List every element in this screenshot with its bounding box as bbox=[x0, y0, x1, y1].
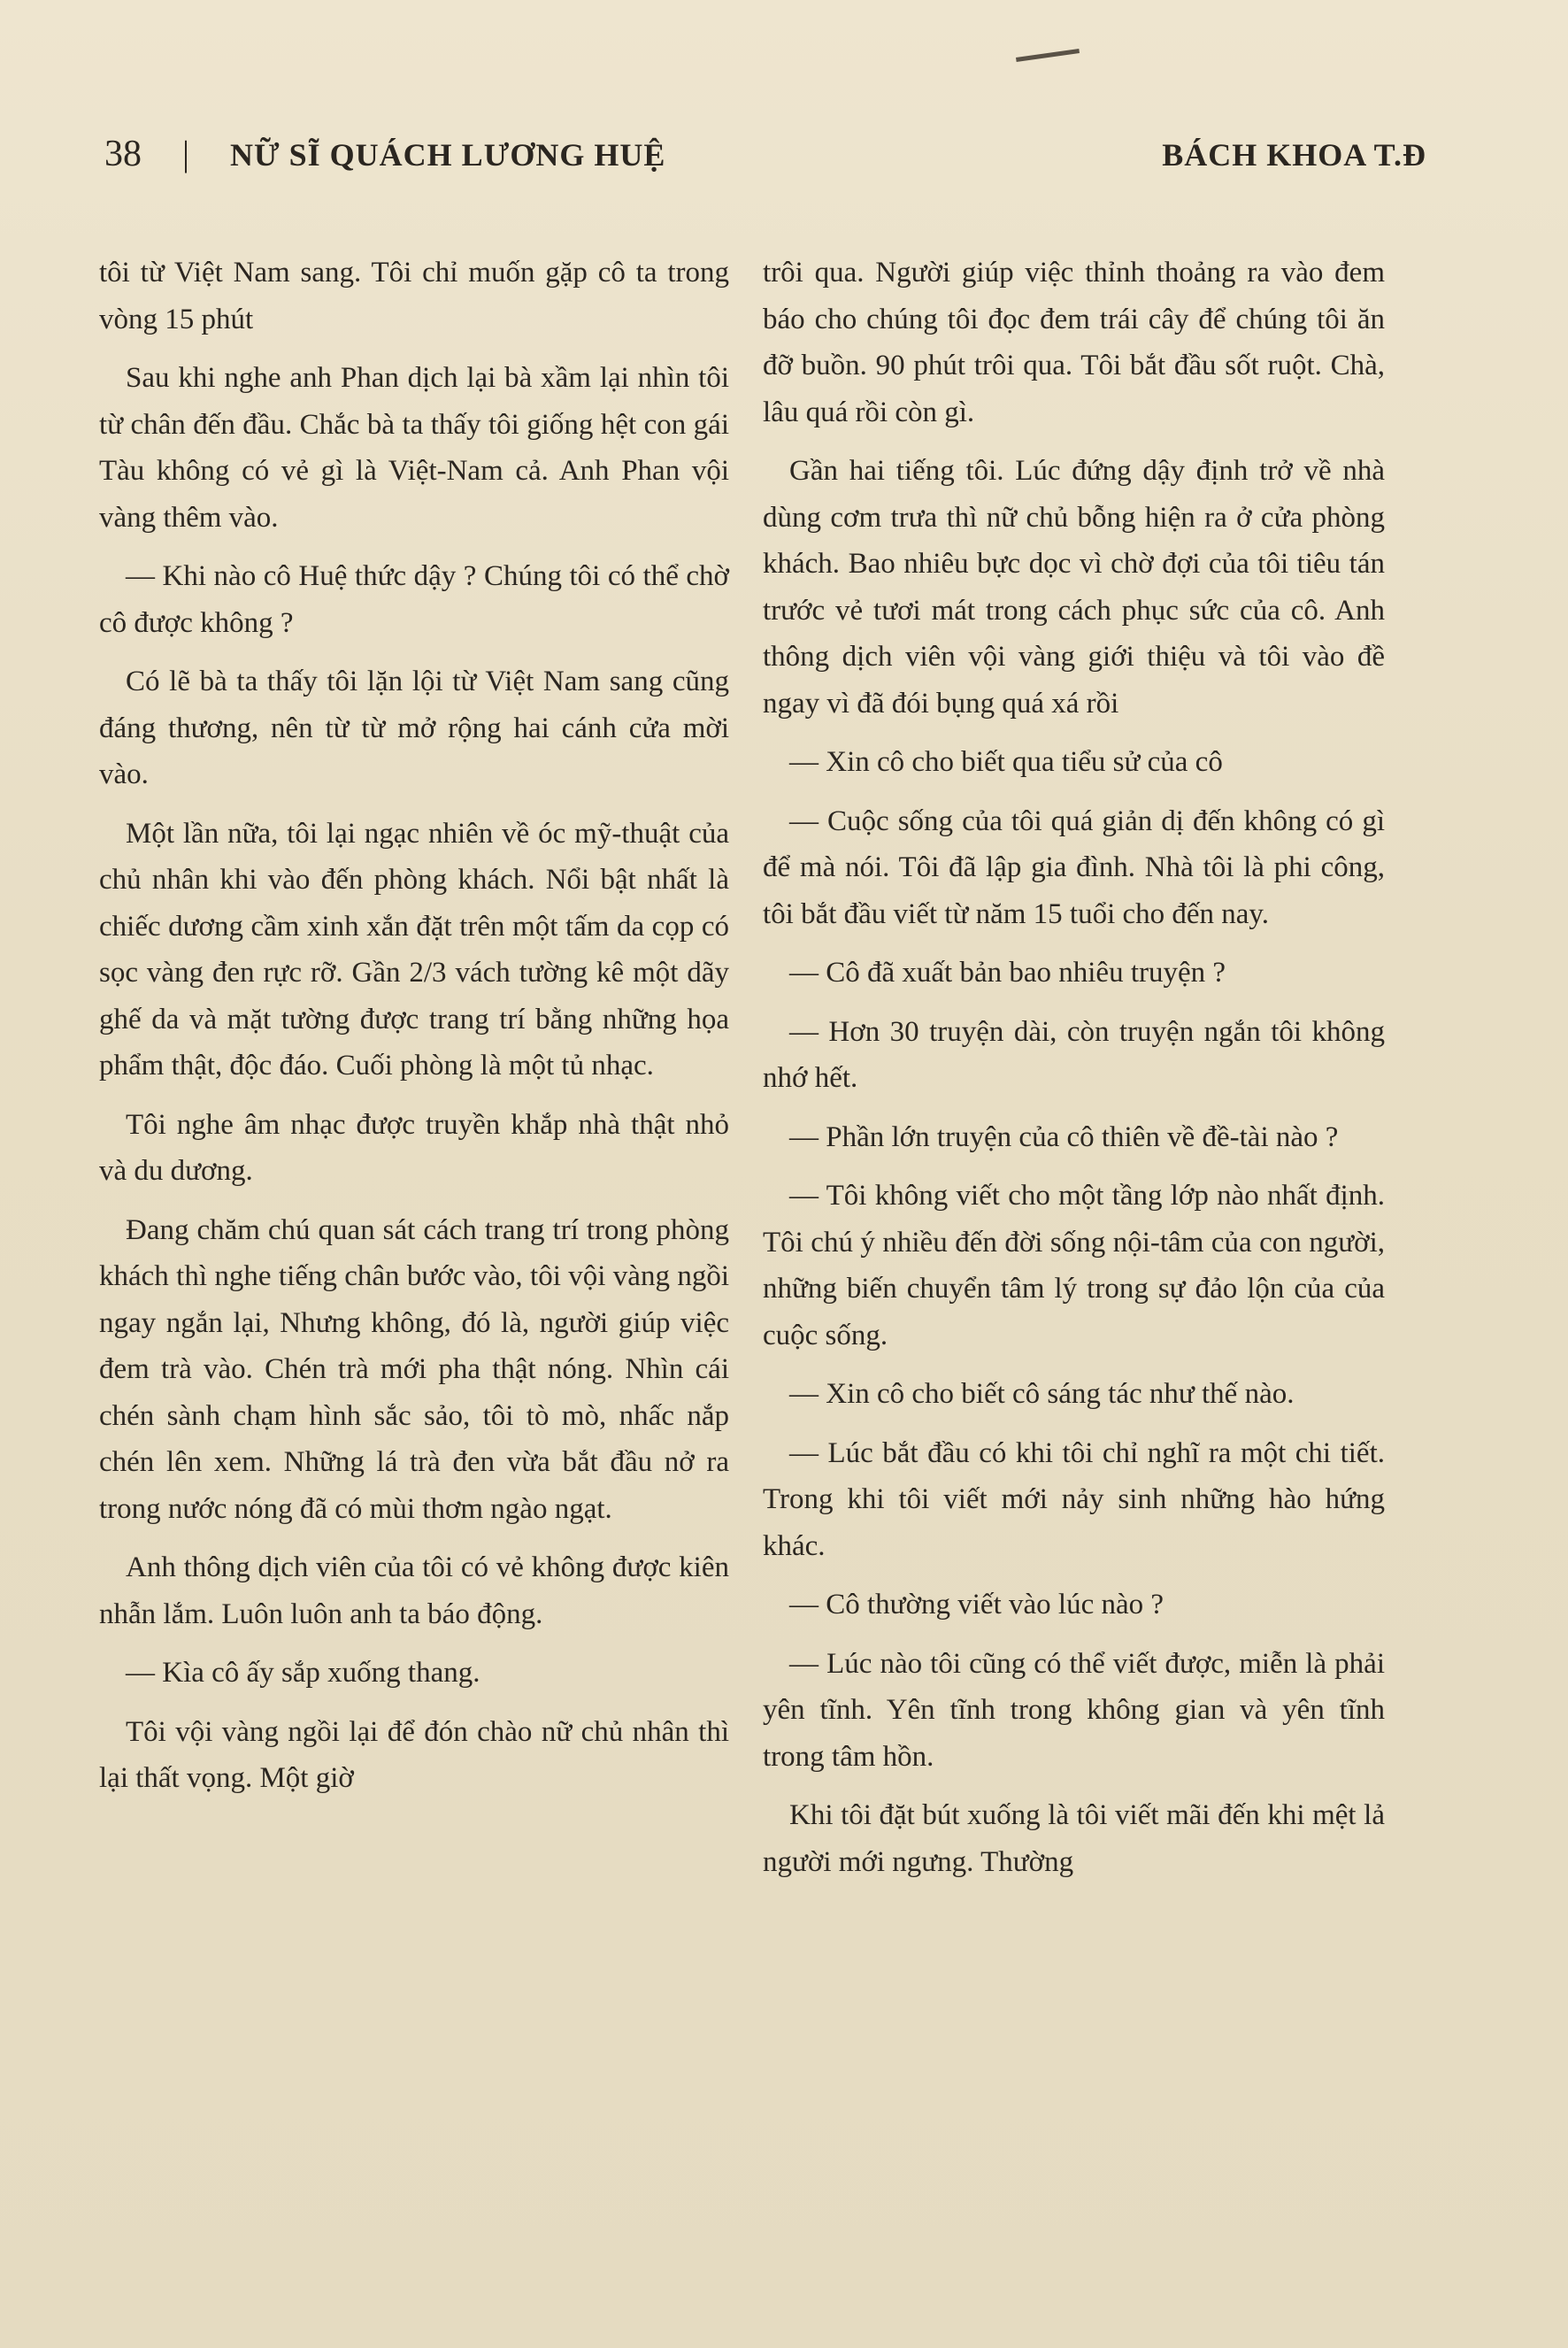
page-number: 38 bbox=[104, 134, 142, 174]
paragraph: Sau khi nghe anh Phan dịch lại bà xầm lại nhìn tôi từ chân đến đầu. Chắc bà ta thấy tôi giống hệt con gái Tàu không có vẻ gì là Việt-Nam cả. Anh Phan vội vàng thêm vào. bbox=[99, 362, 729, 534]
paragraph: Có lẽ bà ta thấy tôi lặn lội từ Việt Nam sang cũng đáng thương, nên từ từ mở rộng hai cánh cửa mời vào. bbox=[99, 666, 729, 790]
section-title: NỮ SĨ QUÁCH LƯƠNG HUỆ bbox=[230, 137, 666, 173]
ink-mark bbox=[1016, 49, 1080, 62]
left-column bbox=[99, 250, 729, 1814]
paragraph: — Xin cô cho biết cô sáng tác như thế nào. bbox=[789, 1378, 1295, 1410]
paragraph: Gần hai tiếng tôi. Lúc đứng dậy định trở về nhà dùng cơm trưa thì nữ chủ bỗng hiện ra ở cửa phòng khách. Bao nhiêu bực dọc vì chờ đợi của tôi tiêu tán trước vẻ tươi mát trong cách phục sức của cô. Anh thông dịch viên vội vàng giới thiệu và tôi vào đề ngay vì đã đói bụng quá xá rồi bbox=[763, 455, 1385, 720]
page-header bbox=[104, 133, 1426, 186]
header-separator: | bbox=[182, 134, 190, 173]
paragraph: — Khi nào cô Huệ thức dậy ? Chúng tôi có thể chờ cô được không ? bbox=[99, 560, 729, 639]
paragraph: — Phần lớn truyện của cô thiên về đề-tài nào ? bbox=[789, 1120, 1339, 1153]
paragraph: Anh thông dịch viên của tôi có vẻ không được kiên nhẫn lắm. Luôn luôn anh ta báo động. bbox=[99, 1551, 729, 1630]
paragraph: — Lúc bắt đầu có khi tôi chỉ nghĩ ra một chi tiết. Trong khi tôi viết mới nảy sinh những hào hứng khác. bbox=[763, 1436, 1385, 1562]
paragraph: Tôi vội vàng ngồi lại để đón chào nữ chủ nhân thì lại thất vọng. Một giờ bbox=[99, 1715, 729, 1794]
paragraph: — Cô đã xuất bản bao nhiêu truyện ? bbox=[789, 957, 1226, 989]
paragraph: — Xin cô cho biết qua tiểu sử của cô bbox=[789, 746, 1223, 778]
paragraph: tôi từ Việt Nam sang. Tôi chỉ muốn gặp cô ta trong vòng 15 phút bbox=[99, 257, 729, 335]
paragraph: trôi qua. Người giúp việc thỉnh thoảng ra vào đem báo cho chúng tôi đọc đem trái cây để chúng tôi ăn đỡ buồn. 90 phút trôi qua. Tôi bắt đầu sốt ruột. Chà, lâu quá rồi còn gì. bbox=[763, 257, 1385, 428]
paragraph: — Hơn 30 truyện dài, còn truyện ngắn tôi không nhớ hết. bbox=[763, 1015, 1385, 1094]
paragraph: Khi tôi đặt bút xuống là tôi viết mãi đến khi mệt lả người mới ngưng. Thường bbox=[763, 1799, 1385, 1878]
paragraph: — Lúc nào tôi cũng có thể viết được, miễn là phải yên tĩnh. Yên tĩnh trong không gian và yên tĩnh trong tâm hồn. bbox=[763, 1647, 1385, 1773]
journal-title: BÁCH KHOA T.Đ bbox=[1162, 137, 1426, 173]
paragraph: — Tôi không viết cho một tầng lớp nào nhất định. Tôi chú ý nhiều đến đời sống nội-tâm của con người, những biến chuyển tâm lý trong sự đảo lộn của của cuộc sống. bbox=[763, 1180, 1385, 1351]
paragraph: — Cô thường viết vào lúc nào ? bbox=[789, 1589, 1164, 1621]
right-column bbox=[763, 250, 1385, 1898]
paragraph: Một lần nữa, tôi lại ngạc nhiên về óc mỹ-thuật của chủ nhân khi vào đến phòng khách. Nổi bật nhất là chiếc dương cầm xinh xắn đặt trên một tấm da cọp có sọc vàng đen rực rỡ. Gần 2/3 vách tường kê một dãy ghế da và mặt tường được trang trí bằng những họa phẩm thật, độc đáo. Cuối phòng là một tủ nhạc. bbox=[99, 817, 729, 1082]
paragraph: Đang chăm chú quan sát cách trang trí trong phòng khách thì nghe tiếng chân bước vào, tôi vội vàng ngồi ngay ngắn lại, Nhưng không, đó là, người giúp việc đem trà vào. Chén trà mới pha thật nóng. Nhìn cái chén sành chạm hình sắc sảo, tôi tò mò, nhấc nắp chén lên xem. Những lá trà đen vừa bắt đầu nở ra trong nước nóng đã có mùi thơm ngào ngạt. bbox=[99, 1213, 729, 1525]
paragraph: Tôi nghe âm nhạc được truyền khắp nhà thật nhỏ và du dương. bbox=[99, 1108, 729, 1187]
paragraph: — Cuộc sống của tôi quá giản dị đến không có gì để mà nói. Tôi đã lập gia đình. Nhà tôi là phi công, tôi bắt đầu viết từ năm 15 tuổi cho đến nay. bbox=[763, 804, 1385, 930]
paragraph: — Kìa cô ấy sắp xuống thang. bbox=[126, 1657, 480, 1689]
